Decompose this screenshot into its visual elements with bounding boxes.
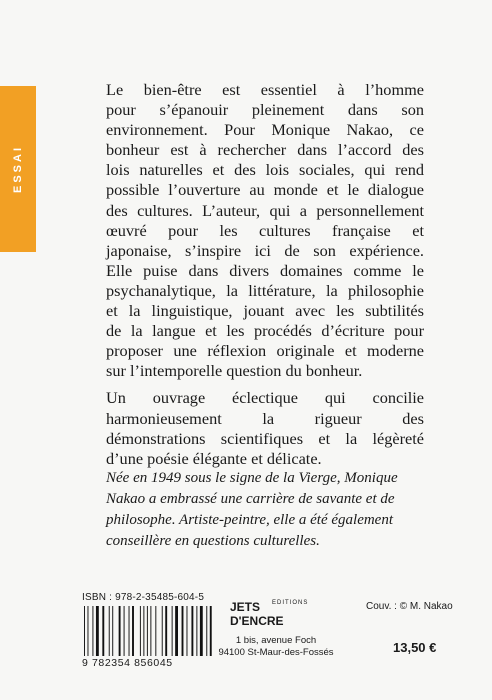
text-line: de la langue et les procédés d’écriture pour <box>106 321 424 341</box>
barcode-bar <box>109 606 110 656</box>
barcode-bar <box>140 606 141 656</box>
bio-line: conseillère en questions culturelles. <box>106 533 320 549</box>
barcode-bar <box>150 606 151 656</box>
barcode-bar <box>129 606 130 656</box>
barcode-bar <box>84 606 85 656</box>
publisher-block <box>216 598 336 659</box>
barcode-bar <box>172 606 173 656</box>
barcode-bar <box>147 606 148 656</box>
publisher-address <box>216 635 336 659</box>
text-line: et la linguistique, jouant avec les subtilités <box>106 301 424 321</box>
text-line: environnement. Pour Monique Nakao, ce <box>106 120 424 140</box>
price: 13,50 € <box>393 640 437 655</box>
address-line: 1 bis, avenue Foch <box>235 635 317 646</box>
text-line: lois naturelles et des lois sociales, qui rend <box>106 160 424 180</box>
barcode-bar <box>182 606 184 656</box>
text-line: japonaise, s’inspire ici de son expérience. <box>106 240 424 260</box>
barcode-bar <box>119 606 121 656</box>
barcode-bar <box>187 606 188 656</box>
blurb-paragraph-2 <box>106 388 424 468</box>
barcode-bar <box>200 606 203 656</box>
text-line: harmonieusement la rigueur des <box>106 408 424 428</box>
barcode-bar <box>165 606 167 656</box>
bio-line: philosophe. Artiste-peintre, elle a été également <box>106 512 394 528</box>
cover-credit: Couv. : © M. Nakao <box>366 601 453 612</box>
barcode-bar <box>175 606 178 656</box>
barcode-bar <box>162 606 163 656</box>
barcode-bar <box>143 606 144 656</box>
barcode-bar <box>206 606 207 656</box>
address-line: 94100 St-Maur-des-Fossés <box>218 647 334 658</box>
publisher-logo <box>216 598 336 632</box>
publisher-name-top: JETS <box>230 600 261 614</box>
text-line: œuvré pour les cultures française et <box>106 220 424 240</box>
genre-label: ESSAI <box>12 144 24 194</box>
text-line: psychanalytique, la littérature, la philosophie <box>106 280 424 300</box>
text-line: démonstrations scientifiques et la légèreté <box>106 428 424 448</box>
text-line: Le bien-être est essentiel à l’homme <box>106 80 424 99</box>
barcode-bar <box>191 606 193 656</box>
publisher-editions: EDITIONS <box>272 600 309 606</box>
barcode-bar <box>132 606 134 656</box>
barcode-bar <box>102 606 104 656</box>
bio-line: Née en 1949 sous le signe de la Vierge, Monique <box>106 470 398 486</box>
text-line: proposer une réflexion originale et moderne <box>106 341 424 361</box>
text-line: d’une poésie élégante et délicate. <box>106 448 322 468</box>
text-line: pour s’épanouir pleinement dans son <box>106 100 424 120</box>
book-blurb <box>106 80 424 476</box>
barcode-bar <box>196 606 197 656</box>
text-line: Elle puise dans divers domaines comme le <box>106 260 424 280</box>
barcode-bar <box>112 606 113 656</box>
barcode-bar <box>92 606 93 656</box>
barcode-digits: 9 782354 856045 <box>82 657 173 669</box>
barcode-block <box>82 592 212 669</box>
barcode-bar <box>155 606 156 656</box>
author-bio <box>106 468 426 552</box>
isbn-text: ISBN : 978-2-35485-604-5 <box>82 592 205 603</box>
text-line: possible l’ouverture au monde et le dialogue <box>106 180 424 200</box>
text-line: bonheur est à rechercher dans l’accord des <box>106 140 424 160</box>
barcode-bar <box>88 606 89 656</box>
text-line: sur l’intemporelle question du bonheur. <box>106 361 363 381</box>
text-line: des cultures. L’auteur, qui a personnellement <box>106 200 424 220</box>
publisher-name-bottom: D'ENCRE <box>230 614 284 628</box>
text-line: Un ouvrage éclectique qui concilie <box>106 388 424 408</box>
bio-line: Nakao a embrassé une carrière de savante et de <box>106 491 395 507</box>
blurb-paragraph-1 <box>106 80 424 381</box>
barcode-bar <box>210 606 212 656</box>
genre-tab <box>0 86 36 252</box>
barcode-bar <box>124 606 125 656</box>
barcode <box>82 606 212 656</box>
barcode-bar <box>96 606 99 656</box>
